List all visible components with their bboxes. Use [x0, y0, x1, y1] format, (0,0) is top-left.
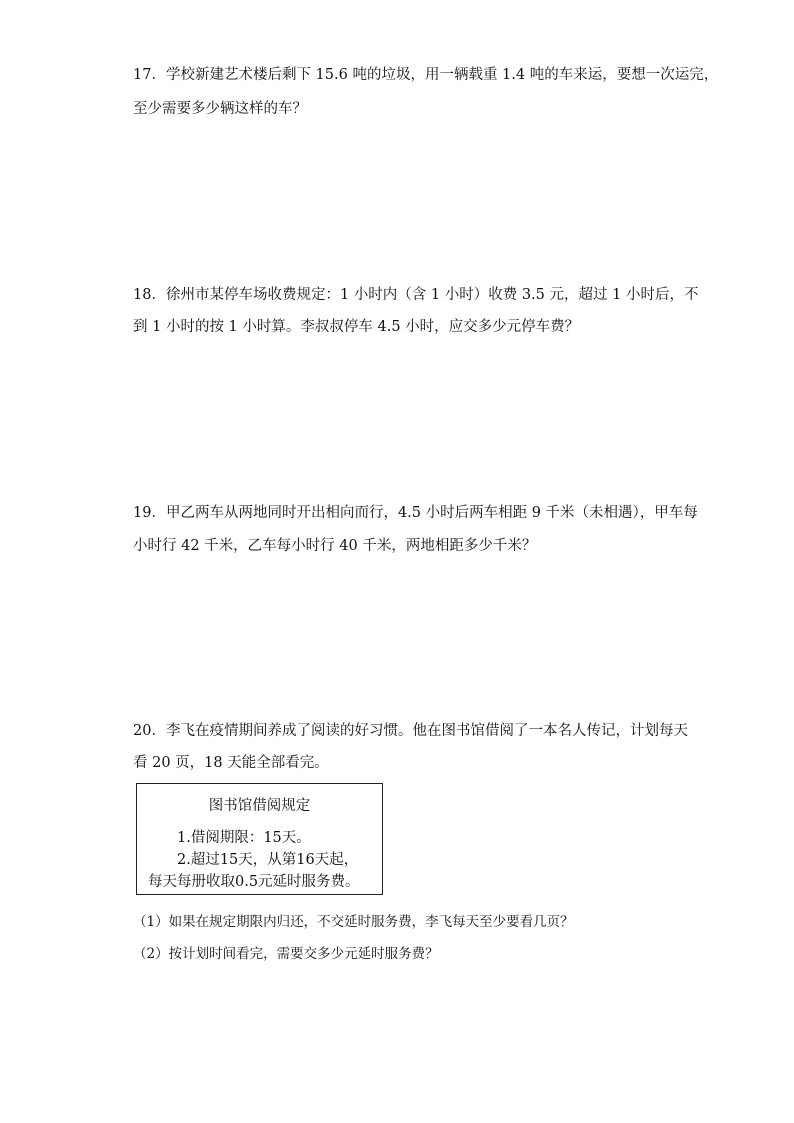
question-20-line-1: 20．李飞在疫情期间养成了阅读的好习惯。他在图书馆借阅了一本名人传记，计划每天	[133, 723, 688, 739]
question-19-line-2: 小时行 42 千米，乙车每小时行 40 千米，两地相距多少千米？	[133, 538, 537, 554]
library-rule-1: 1.借阅期限：15天。	[177, 830, 311, 846]
library-rules-box	[136, 783, 383, 895]
question-20-sub-2: （2）按计划时间看完，需要交多少元延时服务费？	[133, 946, 439, 962]
library-rules-title: 图书馆借阅规定	[208, 798, 311, 814]
question-19-line-1: 19．甲乙两车从两地同时开出相向而行，4.5 小时后两车相距 9 千米（未相遇），甲车每	[133, 505, 698, 521]
question-17-line-2: 至少需要多少辆这样的车？	[133, 101, 307, 117]
question-20-sub-1: （1）如果在规定期限内归还，不交延时服务费，李飞每天至少要看几页？	[133, 914, 574, 930]
question-18-line-1: 18．徐州市某停车场收费规定：1 小时内（含 1 小时）收费 3.5 元，超过 1 小时后，不	[133, 287, 699, 303]
library-rule-2: 2.超过15天，从第16天起，	[177, 852, 359, 868]
question-20-line-2: 看 20 页，18 天能全部看完。	[133, 755, 329, 771]
library-rule-3: 每天每册收取0.5元延时服务费。	[148, 874, 360, 890]
question-17-line-1: 17．学校新建艺术楼后剩下 15.6 吨的垃圾，用一辆载重 1.4 吨的车来运，要想一次运完，	[133, 67, 719, 83]
question-18-line-2: 到 1 小时的按 1 小时算。李叔叔停车 4.5 小时，应交多少元停车费？	[133, 319, 580, 335]
